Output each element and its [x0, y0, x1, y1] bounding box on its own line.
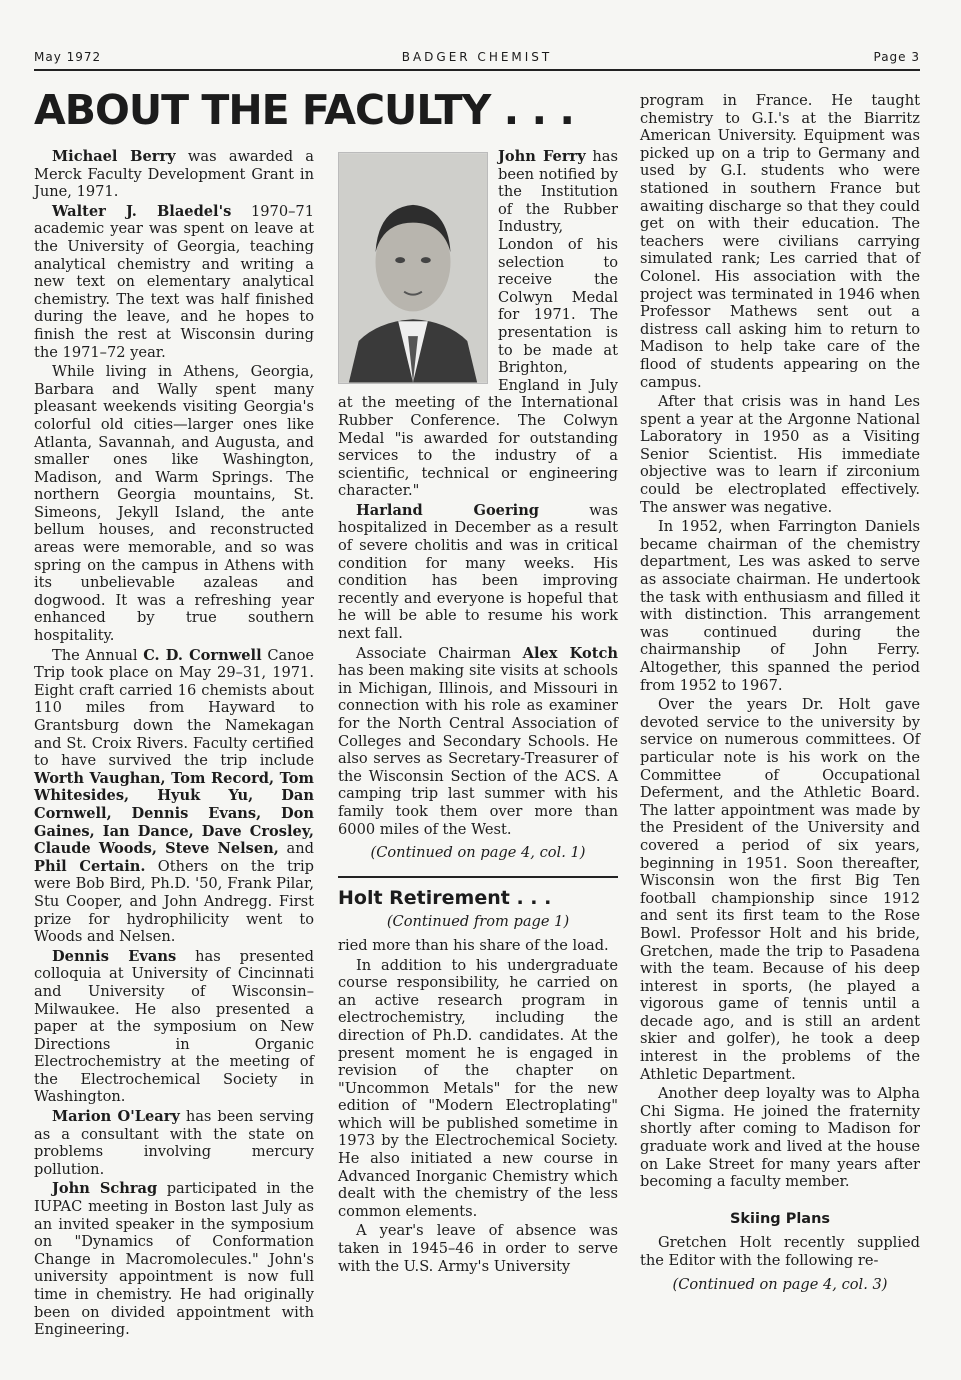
page-header	[34, 50, 920, 70]
holt-retirement-heading: Holt Retirement . . .	[338, 886, 552, 909]
article-ferry: John Ferry has been notified by the Institution of the Rubber Industry, London of his selection to receive the Colwyn Medal for 1971. The presentation is to be made at Brighton, England in July at the meeting of the International Rubber Conference. The Colwyn Medal "is awarded for outstanding services to the industry of a scientific, technical or engineering character."	[338, 148, 618, 500]
holt-paragraph-7: Over the years Dr. Holt gave devoted service to the university by service on numerous committees. Of particular note is his work on the Committee of Occupational Deferment, and the Athletic Board. The latter appointment was made by the President of the University and covered a period of six years, beginning in 1951. Soon thereafter, Wisconsin won the first Big Ten football championship since 1912 and sent its first team to the Rose Bowl. Professor Holt and his bride, Gretchen, made the trip to Pasadena with the team. Because of his deep interest in sports, (he played a vigorous game of tennis until a decade ago, and is still an ardent skier and golfer), he took a deep interest in the problems of the Athletic Department.	[640, 696, 920, 1083]
column-2	[338, 148, 618, 1277]
article-schrag: John Schrag participated in the IUPAC meeting in Boston last July as an invited speaker in the symposium on "Dynamics of Conformation Change in Macromolecules." John's university appointment is now full time in chemistry. He had originally been on divided appointment with Engineering.	[34, 1180, 314, 1339]
holt-paragraph-1: ried more than his share of the load.	[338, 936, 609, 954]
publication-title: BADGER CHEMIST	[401, 50, 553, 64]
name-blaedel: Walter J. Blaedel's	[52, 202, 232, 220]
holt-paragraph-2: In addition to his undergraduate course responsibility, he carried on an active research program in electrochemistry, including the direction of Ph.D. candidates. At the present moment he is engaged in revision of the chapter on "Uncommon Metals" for the new edition of "Modern Electroplating" which will be published sometime in 1973 by the Electrochemical Society. He also initiated a new course in Advanced Inorganic Chemistry which dealt with the chemistry of the less common elements.	[338, 956, 618, 1220]
holt-paragraph-6: In 1952, when Farrington Daniels became chairman of the chemistry department, Les was asked to serve as associate chairman. He undertook the task with enthusiasm and filled it with distinction. This arrangement was continued during the chairmanship of John Ferry. Altogether, this spanned the period from 1952 to 1967.	[640, 518, 920, 694]
names-canoe-faculty: Worth Vaughan, Tom Record, Tom Whitesides, Hyuk Yu, Dan Cornwell, Dennis Evans, Don Gaines, Ian Dance, Dave Crosley, Claude Woods, Steve Nelsen,	[34, 769, 314, 858]
holt-paragraph-5: After that crisis was in hand Les spent a year at the Argonne National Laboratory in 1950 as a Visiting Senior Scientist. His immediate objective was to learn if zirconium could be electroplated effectively. The answer was negative.	[640, 393, 920, 516]
holt-paragraph-4: program in France. He taught chemistry to G.I.'s at the Biarritz American University. Equipment was picked up on a trip to Germany and used by G.I. students who were stationed in southern France but awaiting discharge so that they could get on with their education. The teachers were civilians carrying simulated rank; Les carried that of Colonel. His association with the project was terminated in 1946 when Professor Mathews sent out a distress call asking him to return to Madison to help take care of the flood of students appearing on the campus.	[640, 92, 920, 391]
article-goering: Harland Goering was hospitalized in December as a result of severe cholitis and was in critical condition for many weeks. His condition has been improving recently and everyone is hopeful that he will be able to resume his work next fall.	[338, 501, 618, 643]
article-kotch: Associate Chairman Alex Kotch has been making site visits at schools in Michigan, Illinois, and Missouri in connection with his role as examiner for the North Central Association of Colleges and Secondary Schools. He also serves as Secretary-Treasurer of the Wisconsin Section of the ACS. A camping trip last summer with his family took them over more than 6000 miles of the West.	[338, 644, 618, 838]
name-cornwell: C. D. Cornwell	[143, 646, 262, 664]
name-kotch: Alex Kotch	[522, 644, 618, 662]
name-goering: Harland Goering	[356, 501, 540, 519]
article-evans: Dennis Evans has presented colloquia at University of Cincinnati and University of Wisconsin–Milwaukee. He also presented a paper at the symposium on New Directions in Organic Electrochemistry at the meeting of the Electrochemical Society in Washington.	[34, 947, 314, 1106]
skiing-paragraph: Gretchen Holt recently supplied the Editor with the following re-	[640, 1234, 920, 1269]
name-evans: Dennis Evans	[52, 947, 177, 965]
article-oleary: Marion O'Leary has been serving as a consultant with the state on problems involving mercury pollution.	[34, 1108, 315, 1178]
article-berry: Michael Berry was awarded a Merck Faculty Development Grant in June, 1971.	[34, 148, 314, 201]
column-1	[34, 148, 314, 1341]
page-headline: ABOUT THE FACULTY . . .	[34, 86, 574, 134]
holt-paragraph-3: A year's leave of absence was taken in 1945–46 in order to serve with the U.S. Army's University	[338, 1222, 618, 1275]
portrait-photo	[338, 152, 488, 384]
holt-paragraph-8: Another deep loyalty was to Alpha Chi Sigma. He joined the fraternity shortly after coming to Madison for graduate work and lived at the house on Lake Street for many years after becoming a faculty member.	[640, 1085, 920, 1191]
name-oleary: Marion O'Leary	[52, 1108, 180, 1126]
header-rule	[34, 69, 920, 71]
portrait-illustration	[339, 153, 487, 383]
article-blaedel: Walter J. Blaedel's 1970–71 academic year was spent on leave at the University of Georgia, teaching analytical chemistry and writing a new text on elementary analytical chemistry. The text was half finished during the leave, and he hopes to finish the rest at Wisconsin during the 1971–72 year.	[34, 202, 314, 361]
article-canoe-trip: The Annual C. D. Cornwell Canoe Trip took place on May 29–31, 1971. Eight craft carried 16 chemists about 110 miles from Hayward to Grantsburg down the Namekagan and St. Croix Rivers. Faculty certified to have survived the trip include Worth Vaughan, Tom Record, Tom Whitesides, Hyuk Yu, Dan Cornwell, Dennis Evans, Don Gaines, Ian Dance, Dave Crosley, Claude Woods, Steve Nelsen, and Phil Certain. Others on the trip were Bob Bird, Ph.D. '50, Frank Pilar, Stu Cooper, and John Andregg. First prize for hydrophilicity went to Woods and Nelsen.	[34, 646, 315, 946]
continued-note-col3: (Continued on page 4, col. 3)	[672, 1275, 888, 1293]
continued-from-note: (Continued from page 1)	[386, 913, 570, 931]
continued-note: (Continued on page 4, col. 1)	[370, 844, 586, 862]
page-number: Page 3	[873, 50, 920, 64]
section-divider	[338, 876, 618, 878]
column-3	[640, 92, 920, 1299]
name-berry: Michael Berry	[52, 148, 176, 165]
name-ferry: John Ferry	[498, 148, 586, 165]
skiing-plans-heading: Skiing Plans	[729, 1210, 831, 1227]
issue-date: May 1972	[34, 50, 102, 64]
article-athens: While living in Athens, Georgia, Barbara and Wally spent many pleasant weekends visiting Georgia's colorful old cities—larger ones like Atlanta, Savannah, and Augusta, and smaller ones like Washington, Madison, and Warm Springs. The northern Georgia mountains, St. Simeons, Jekyll Island, the ante bellum houses, and reconstructed areas were memorable, and so was spring on the campus in Athens with its unbelievable azaleas and dogwood. It was a refreshing year enhanced by true southern hospitality.	[34, 363, 314, 645]
name-schrag: John Schrag	[52, 1180, 158, 1198]
name-certain: Phil Certain.	[34, 857, 146, 875]
